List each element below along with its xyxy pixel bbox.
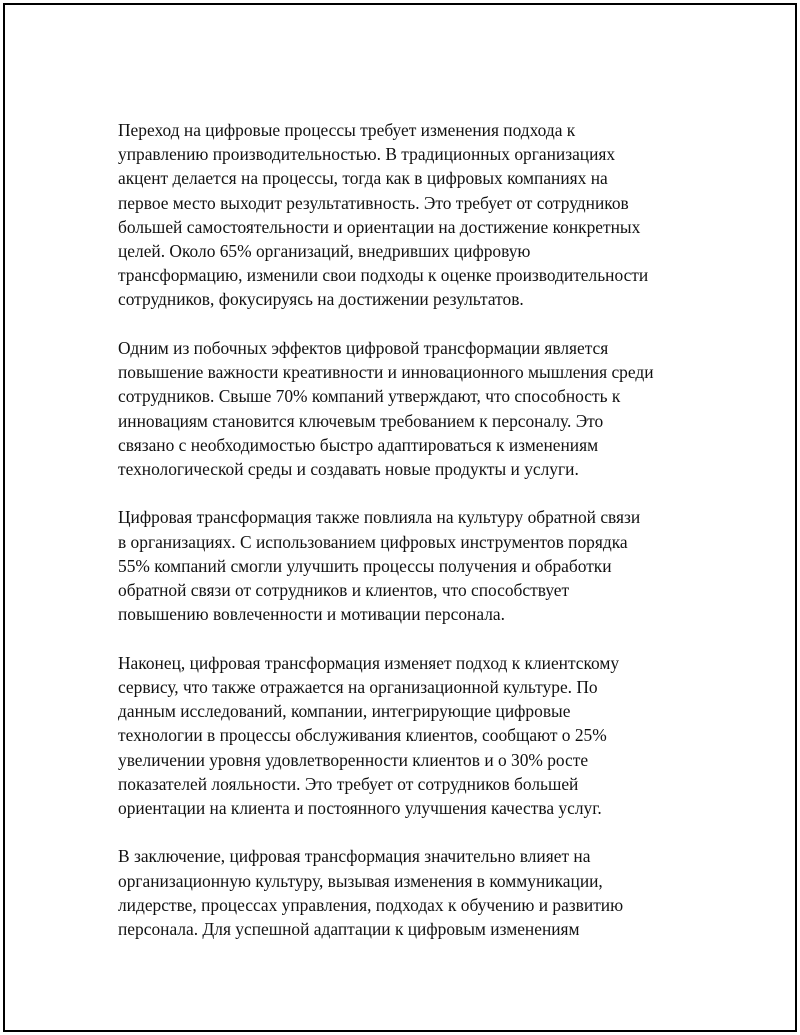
document-body [118, 118, 692, 966]
paragraph-creativity-innovation: Одним из побочных эффектов цифровой трансформации является повышение важности креативности и инновационного мышления среди сотрудников. Свыше 70% компаний утверждают, что способность к инновациям становится ключевым требованием к персоналу. Это связано с необходимостью быстро адаптироваться к изменениям технологической среды и создавать новые продукты и услуги. [118, 337, 654, 479]
paragraph-feedback-culture: Цифровая трансформация также повлияла на культуру обратной связи в организациях. С использованием цифровых инструментов порядка 55% компаний смогли улучшить процессы получения и обработки обратной связи от сотрудников и клиентов, что способствует повышению вовлеченности и мотивации персонала. [118, 507, 641, 625]
paragraph-customer-service: Наконец, цифровая трансформация изменяет подход к клиентскому сервису, что также отражается на организационной культуре. По данным исследований, компании, интегрирующие цифровые технологии в процессы обслуживания клиентов, сообщают о 25% увеличении уровня удовлетворенности клиентов и о 30% росте показателей лояльности. Это требует от сотрудников большей ориентации на клиента и постоянного улучшения качества услуг. [118, 652, 620, 818]
paragraph-performance-management: Переход на цифровые процессы требует изменения подхода к управлению производительностью. В традиционных организациях акцент делается на процессы, тогда как в цифровых компаниях на первое место выходит результативность. Это требует от сотрудников большей самостоятельности и ориентации на достижение конкретных целей. Около 65% организаций, внедривших цифровую трансформацию, изменили свои подходы к оценке производительности сотрудников, фокусируясь на достижении результатов. [118, 120, 649, 310]
paragraph-conclusion: В заключение, цифровая трансформация значительно влияет на организационную культуру, вызывая изменения в коммуникации, лидерстве, процессах управления, подходах к обучению и развитию персонала. Для успешной адаптации к цифровым изменениям [118, 846, 624, 940]
